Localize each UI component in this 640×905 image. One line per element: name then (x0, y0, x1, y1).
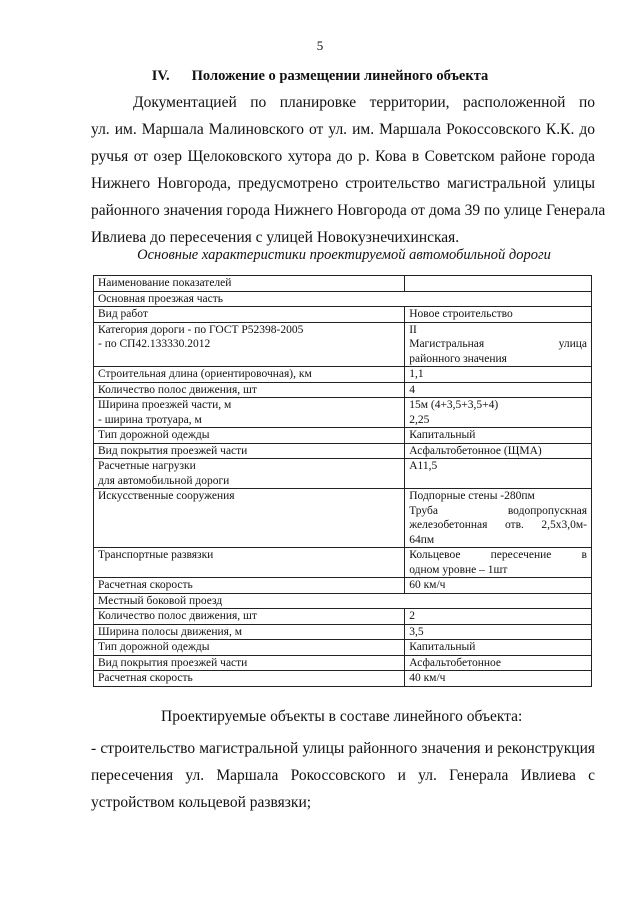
table-cell-label (94, 443, 405, 459)
table-row (94, 428, 592, 444)
table-cell-value (405, 489, 592, 548)
cell-line (409, 276, 587, 291)
intro-line: ручья от озер Щелоковского хутора до р. Кова в Советском районе города (91, 148, 595, 165)
table-row (94, 382, 592, 398)
table-cell-value (405, 382, 592, 398)
table-caption: Основные характеристики проектируемой автомобильной дороги (137, 247, 551, 263)
cell-line: Основная проезжая часть (98, 292, 224, 305)
table-cell-value (405, 307, 592, 323)
table-cell-label (94, 624, 405, 640)
table-row (94, 291, 592, 307)
intro-line: районного значения города Нижнего Новгорода от дома 39 по улице Генерала (91, 202, 606, 219)
table-row (94, 671, 592, 687)
cell-line: Расчетные нагрузки (98, 460, 196, 472)
table-cell-label (94, 640, 405, 656)
objects-line: устройством кольцевой развязки; (91, 794, 312, 811)
table-cell-label (94, 489, 405, 548)
section-title: Положение о размещении линейного объекта (191, 68, 489, 84)
table-cell-label (94, 322, 405, 367)
table-cell-label (94, 307, 405, 323)
table-cell-label (94, 671, 405, 687)
cell-line: - по СП42.133330.2012 (98, 338, 211, 350)
table-cell-label (94, 459, 405, 489)
table-cell-value (405, 322, 592, 367)
table-cell-value (405, 459, 592, 489)
objects-line: - строительство магистральной улицы районного значения и реконструкция (91, 740, 595, 757)
cell-line: районного значения (409, 352, 507, 365)
cell-line: Асфальтобетонное (409, 656, 502, 669)
table-row (94, 398, 592, 428)
table-cell-label (94, 428, 405, 444)
section-number: IV. (151, 68, 170, 84)
table-row (94, 655, 592, 671)
page-number: 5 (316, 38, 324, 53)
intro-line: Нижнего Новгорода, предусмотрено строительство магистральной улицы (91, 175, 595, 192)
cell-line: 4 (409, 383, 415, 396)
characteristics-table (93, 275, 592, 687)
table-cell-label (94, 291, 592, 307)
intro-line: Документацией по планировке территории, расположенной по (133, 94, 595, 111)
intro-line: ул. им. Маршала Малиновского от ул. им. Маршала Рокоссовского К.К. до (91, 121, 595, 138)
cell-line: Труба водопропускная (409, 504, 587, 517)
cell-line: Ширина полосы движения, м (98, 625, 242, 638)
cell-line: одном уровне – 1шт (409, 563, 508, 576)
table-cell-value (405, 655, 592, 671)
cell-line: Вид покрытия проезжей части (98, 656, 248, 669)
cell-line: Местный боковой проезд (98, 594, 223, 607)
table-cell-value (405, 367, 592, 383)
cell-line: Искусственные сооружения (98, 490, 235, 502)
intro-line: Ивлиева до пересечения с улицей Новокузнечихинская. (91, 229, 460, 246)
cell-line: 2 (409, 610, 415, 622)
table-cell-value (405, 443, 592, 459)
cell-line: Расчетная скорость (98, 672, 193, 684)
table-row (94, 443, 592, 459)
table-cell-label (94, 398, 405, 428)
table-cell-value (405, 671, 592, 687)
table-cell-label (94, 548, 405, 578)
table-cell-value (405, 276, 592, 292)
cell-line: для автомобильной дороги (98, 474, 230, 487)
objects-paragraph (91, 735, 595, 816)
table-cell-value (405, 398, 592, 428)
section-heading (0, 68, 640, 85)
table-row (94, 609, 592, 625)
cell-line: Магистральная улица (409, 338, 587, 350)
table-row (94, 307, 592, 323)
cell-line: 2,25 (409, 413, 430, 426)
cell-line: Категория дороги - по ГОСТ Р52398-2005 (98, 323, 304, 336)
cell-line: - ширина тротуара, м (98, 413, 202, 426)
table-row (94, 459, 592, 489)
cell-line: железобетонная отв. 2,5х3,0м- (409, 519, 587, 531)
table-row (94, 624, 592, 640)
cell-line: Тип дорожной одежды (98, 641, 210, 653)
cell-line: Количество полос движения, шт (98, 383, 257, 396)
table-cell-value (405, 640, 592, 656)
cell-line: Вид работ (98, 308, 148, 320)
cell-line: 3,5 (409, 625, 424, 638)
table-cell-label (94, 578, 405, 594)
table-cell-value (405, 609, 592, 625)
table-row (94, 578, 592, 594)
cell-line: 60 км/ч (409, 579, 446, 591)
table-cell-label (94, 382, 405, 398)
table-cell-value (405, 578, 592, 594)
table-row (94, 548, 592, 578)
table-row (94, 593, 592, 609)
table-cell-label (94, 609, 405, 625)
cell-line: Капитальный (409, 429, 476, 441)
cell-line: Тип дорожной одежды (98, 429, 210, 441)
cell-line: II (409, 323, 417, 336)
cell-line: Ширина проезжей части, м (98, 399, 232, 411)
table-row (94, 276, 592, 292)
table-row (94, 489, 592, 548)
table-cell-label (94, 367, 405, 383)
table-row (94, 322, 592, 367)
cell-line: Новое строительство (409, 308, 513, 320)
cell-line: Наименование показателей (98, 277, 232, 289)
table-cell-value (405, 548, 592, 578)
table-row (94, 640, 592, 656)
cell-line: Расчетная скорость (98, 579, 193, 591)
cell-line: 64пм (409, 533, 435, 546)
cell-line: Транспортные развязки (98, 549, 214, 561)
cell-line: 15м (4+3,5+3,5+4) (409, 399, 499, 411)
cell-line: Подпорные стены -280пм (409, 490, 535, 502)
cell-line: Капитальный (409, 641, 476, 653)
table-cell-value (405, 428, 592, 444)
cell-line: Кольцевое пересечение в (409, 549, 587, 561)
objects-line: пересечения ул. Маршала Рокоссовского и ул. Генерала Ивлиева с (91, 767, 595, 784)
intro-paragraph (91, 89, 606, 251)
cell-line: Строительная длина (ориентировочная), км (98, 368, 312, 380)
cell-line: А11,5 (409, 460, 438, 472)
cell-line: 40 км/ч (409, 672, 446, 684)
table-cell-label (94, 593, 592, 609)
objects-heading: Проектируемые объекты в составе линейного объекта: (161, 708, 523, 725)
table-cell-value (405, 624, 592, 640)
table-cell-label (94, 655, 405, 671)
table-cell-label (94, 276, 405, 292)
cell-line: Асфальтобетонное (ЩМА) (409, 444, 542, 457)
table-row (94, 367, 592, 383)
cell-line: Вид покрытия проезжей части (98, 444, 248, 457)
cell-line: Количество полос движения, шт (98, 610, 257, 622)
cell-line: 1,1 (409, 368, 424, 380)
